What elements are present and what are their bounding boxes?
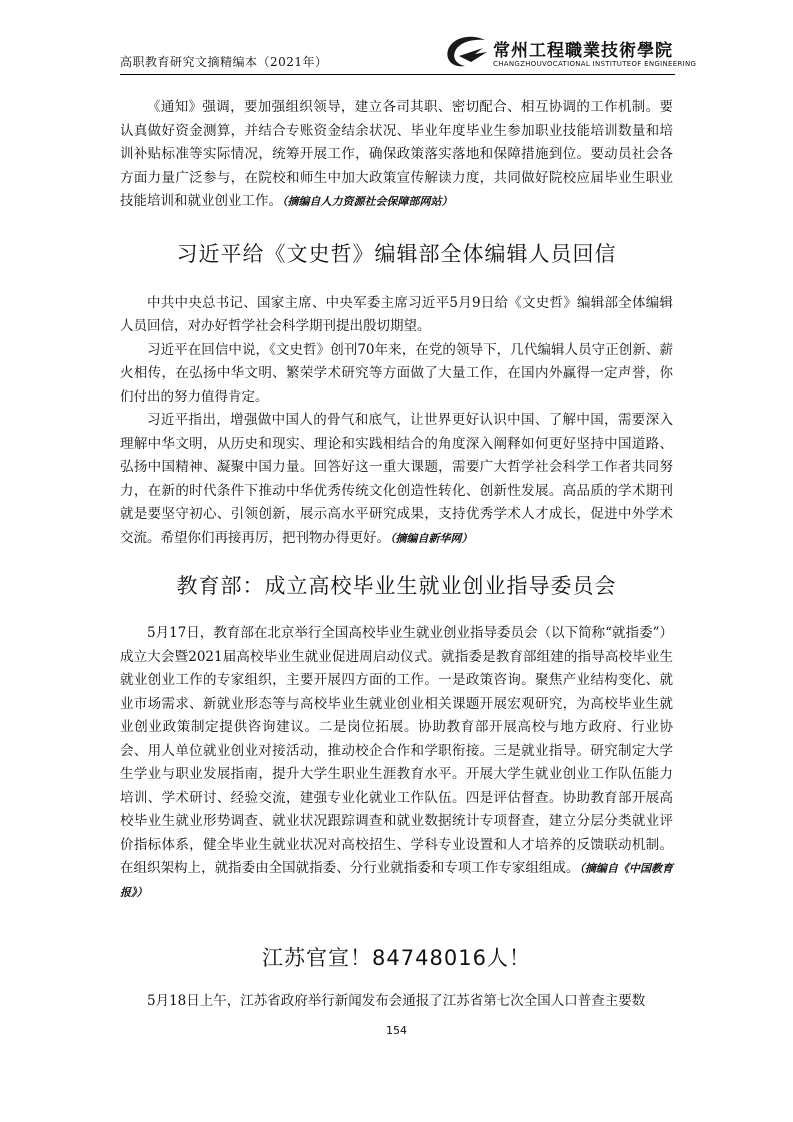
paragraph-text: 《通知》强调，要加强组织领导，建立各司其职、密切配合、相互协调的工作机制。要认真做好资金测算，并结合专账资金结余状况、毕业年度毕业生参加职业技能培训数量和培训补贴标准等实际情况，统筹开展工作，确保政策落实落地和保障措施到位。要动员社会各方面力量广泛参与，在院校和师生中加大政策宣传解读力度，共同做好院校应届毕业生职业技能培训和就业创业工作。 — [120, 99, 673, 209]
header-title: 高职教育研究文摘精编本（2021年） — [120, 55, 328, 69]
source-note: （摘编自人力资源社会保障部网站） — [282, 195, 453, 208]
article-title-xi: 习近平给《文史哲》编辑部全体编辑人员回信 — [176, 241, 617, 266]
paragraph-text: 5月17日，教育部在北京举行全国高校毕业生就业创业指导委员会（以下简称“就指委”）成立大会暨2021届高校毕业生就业促进周启动仪式。就指委是教育部组建的指导高校毕业生就业创业工作的专家组织，主要开展四方面的工作。一是政策咨询。聚焦产业结构变化、就业市场需求、新就业形态等与高校毕业生就业创业相关课题开展宏观研究，为高校毕业生就业创业政策制定提供咨询建议。二是岗位拓展。协助教育部开展高校与地方政府、行业协会、用人单位就业创业对接活动，推动校企合作和学职衔接。三是就业指导。研究制定大学生学业与职业发展指南，提升大学生职业生涯教育水平。开展大学生就业创业工作队伍能力培训、学术研讨、经验交流，建强专业化就业工作队伍。四是评估督查。协助教育部开展高校毕业生就业形势调查、就业状况跟踪调查和就业数据统计专项督查，建立分层分类就业评价指标体系，健全毕业生就业状况对高校招生、学科专业设置和人才培养的反馈联动机制。在组织架构上，就指委由全国就指委、分行业就指委和专项工作专家组组成。 — [120, 625, 673, 876]
source-note: （摘编自《中国教育报》） — [120, 862, 674, 899]
article-paragraph: 习近平在回信中说，《文史哲》创刊70年来，在党的领导下，几代编辑人员守正创新、薪火相传，在弘扬中华文明、繁荣学术研究等方面做了大量工作，在国内外赢得一定声誉，你们付出的努力值得肯定。 — [120, 341, 673, 405]
intro-paragraph — [120, 96, 673, 214]
school-logo — [445, 34, 697, 74]
school-name: 常州工程職業技術學院 — [493, 41, 673, 61]
article-title-jyb: 教育部：成立高校毕业生就业创业指导委员会 — [176, 574, 617, 598]
article-title-js: 江苏官宣！84748016人！ — [262, 946, 531, 970]
source-note: （摘编自新华网） — [390, 531, 473, 545]
school-name-english: CHANGZHOUVOCATIONAL INSTITUTEOF ENGINEERING — [493, 60, 697, 68]
paragraph-text: 习近平指出，增强做中国人的骨气和底气，让世界更好认识中国、了解中国，需要深入理解中华文明，从历史和现实、理论和实践相结合的角度深入阐释如何更好坚持中国道路、弘扬中国精神、凝聚中国力量。回答好这一重大课题，需要广大哲学社会科学工作者共同努力，在新的时代条件下推动中华优秀传统文化创造性转化、创新性发展。高品质的学术期刊就是要坚守初心、引领创新，展示高水平研究成果，支持优秀学术人才成长，促进中外学术交流。希望你们再接再厉，把刊物办得更好。 — [120, 412, 673, 546]
article-paragraph — [120, 409, 673, 550]
article-paragraph: 中共中央总书记、国家主席、中央军委主席习近平5月9日给《文史哲》编辑部全体编辑人员回信，对办好哲学社会科学期刊提出殷切期望。 — [120, 294, 673, 334]
page-number: 154 — [386, 1024, 407, 1037]
page-header — [120, 34, 697, 75]
page-content — [120, 96, 673, 1014]
school-emblem-icon — [445, 34, 489, 70]
article-paragraph: 5月18日上午，江苏省政府举行新闻发布会通报了江苏省第七次全国人口普查主要数 — [147, 993, 646, 1009]
article-paragraph — [120, 622, 673, 904]
